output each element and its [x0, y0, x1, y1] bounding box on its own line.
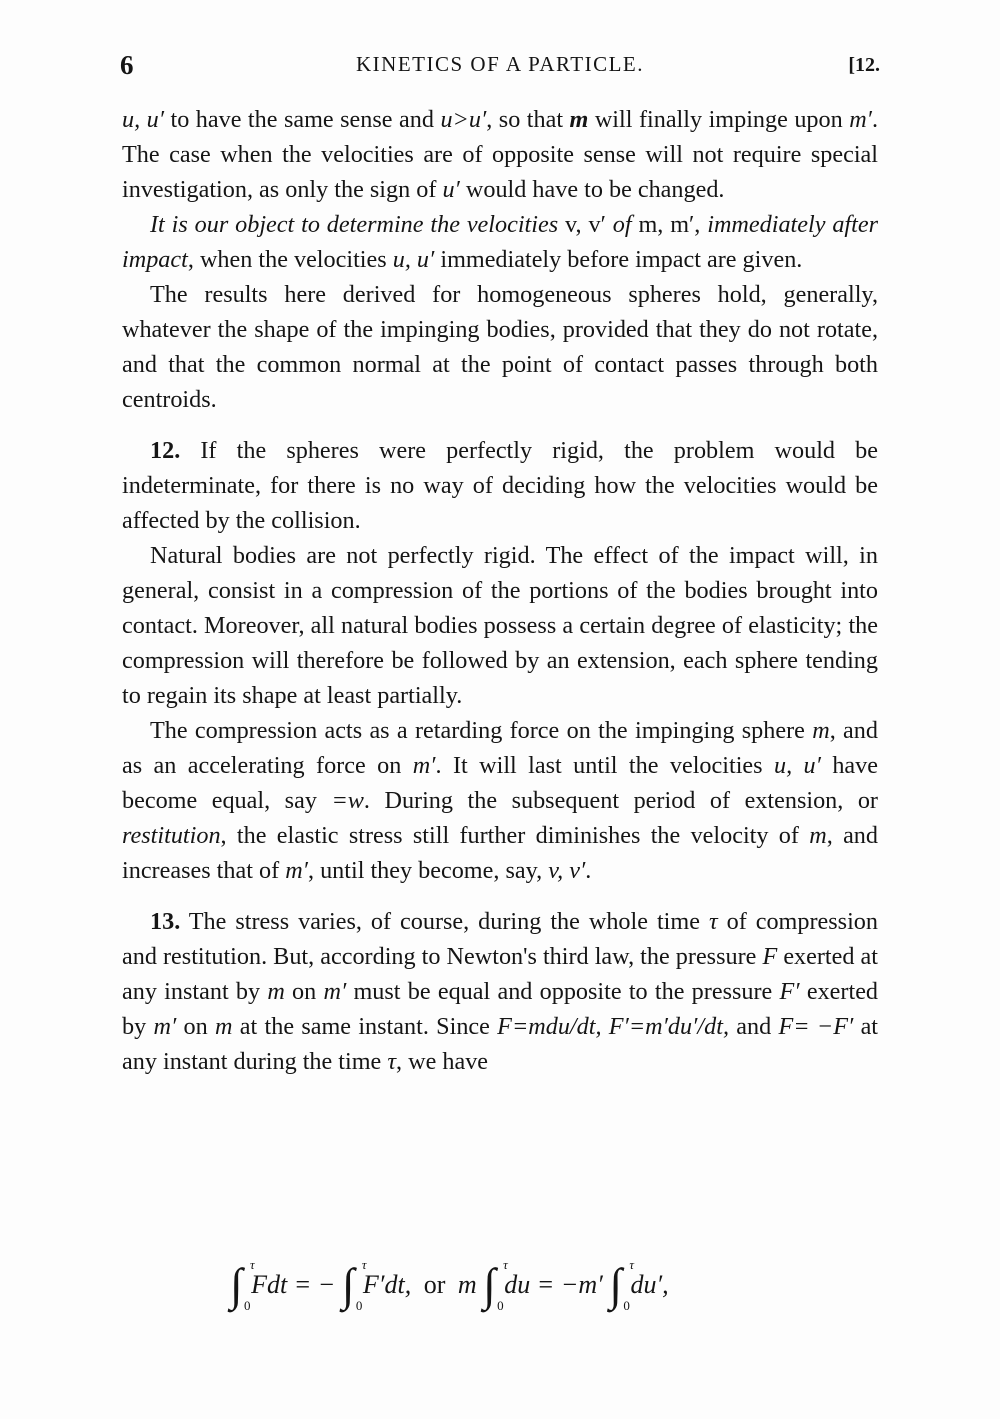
text: The stress varies, of course, during the whole time — [180, 908, 709, 935]
text: on — [176, 1013, 216, 1040]
upper-limit: τ — [361, 1257, 367, 1272]
paragraph-section-13 — [122, 904, 878, 1079]
integral-glyph: ∫ — [341, 1259, 355, 1310]
text: immediately before impact are given. — [434, 246, 803, 273]
upper-limit: τ — [629, 1257, 634, 1272]
integral-glyph: ∫ — [230, 1259, 243, 1310]
math-var: u, u′ — [392, 246, 435, 273]
paragraph-continuation — [122, 102, 878, 207]
math-expr: =w — [331, 787, 364, 814]
math-var: v, v′ — [558, 211, 613, 238]
math-expr: F=mdu/dt, F′=m′du′/dt, — [497, 1013, 729, 1040]
lower-limit: 0 — [497, 1298, 504, 1313]
page-number: 6 — [120, 50, 134, 80]
equation-term: Fdt = − — [251, 1270, 336, 1299]
section-number: 12. — [150, 437, 181, 464]
text: of compression and restitution. But, according to Newton's third law, the pressure — [122, 908, 878, 970]
math-var: m — [215, 1013, 233, 1040]
integral-symbol — [341, 1257, 367, 1313]
paragraph-natural-bodies: Natural bodies are not perfectly rigid. The effect of the impact will, in general, consist in a compression of the portions of the bodies brought into contact. Moreover, all natural bodies possess a certain degree of elasticity; the compression will therefore be followed by an extension, each sphere tending to regain its shape at least partially. — [122, 542, 878, 709]
text: , and as an accelerating force on — [122, 717, 878, 779]
math-var: m′ — [849, 106, 872, 133]
paragraph-object — [122, 207, 878, 277]
integral-glyph: ∫ — [609, 1259, 622, 1310]
lower-limit: 0 — [355, 1298, 363, 1313]
math-var: m, m′, — [631, 211, 708, 238]
text: have become equal, say — [122, 752, 878, 814]
equation-term: F′dt, — [362, 1270, 412, 1299]
emphasis: immediately after impact — [122, 211, 879, 273]
text: . — [585, 857, 592, 884]
math-var: v, v′ — [548, 857, 586, 884]
integral-symbol — [230, 1257, 255, 1313]
text: must be equal and opposite to the pressure — [346, 978, 780, 1005]
upper-limit: τ — [250, 1257, 255, 1272]
section-reference: [12. — [848, 54, 880, 76]
math-var: τ — [387, 1048, 397, 1075]
text: , until they become, say, — [307, 857, 549, 884]
math-expr: u>u′ — [440, 106, 487, 133]
text: on — [284, 978, 324, 1005]
math-var: m — [809, 822, 827, 849]
text: The compression acts as a retarding force on the impinging sphere — [150, 717, 813, 744]
math-expr: F= −F′ — [778, 1013, 854, 1040]
text: and — [729, 1013, 779, 1040]
math-var: m — [812, 717, 830, 744]
math-var: u′ — [442, 176, 460, 203]
integral-glyph: ∫ — [483, 1259, 496, 1310]
text: exerted at any instant by — [122, 943, 879, 1005]
text: , when the velocities — [187, 246, 393, 273]
integral-symbol — [609, 1257, 634, 1313]
page-body — [122, 102, 878, 1079]
lower-limit: 0 — [244, 1298, 251, 1313]
equation-connector: or — [423, 1270, 446, 1299]
paragraph-results: The results here derived for homogeneous spheres hold, generally, whatever the shape of the impinging bodies, provided that they do not rotate, and that the common normal at the point of contact passes through both centroids. — [122, 281, 878, 413]
text: . During the subsequent period of extension, or — [363, 787, 878, 814]
math-var: m′ — [285, 857, 308, 884]
text: at the same instant. Since — [232, 1013, 498, 1040]
equation-term: du = −m′ — [504, 1270, 603, 1299]
text: . It will last until the velocities — [435, 752, 774, 779]
math-var: m′ — [323, 978, 347, 1005]
math-var: τ — [708, 908, 718, 935]
equation-term: du′, — [630, 1270, 669, 1299]
emphasis: restitution — [122, 822, 221, 849]
upper-limit: τ — [503, 1257, 508, 1272]
math-var: m — [569, 106, 589, 133]
math-var: u, — [122, 106, 147, 133]
text: If the spheres were perfectly rigid, the problem would be indeterminate, for there is no way of deciding how the velocities would be affected by the collision. — [122, 437, 878, 534]
emphasis: of — [612, 211, 632, 238]
emphasis: It is our object to determine the velocities — [150, 211, 559, 238]
math-var: F′ — [779, 978, 800, 1005]
section-number: 13. — [150, 908, 181, 935]
math-var: F — [762, 943, 778, 970]
text: exerted by — [122, 978, 879, 1040]
equation-term: m — [457, 1270, 477, 1299]
text: , the elastic stress still further diminishes the velocity of — [220, 822, 810, 849]
text: , we have — [396, 1048, 489, 1075]
lower-limit: 0 — [623, 1298, 630, 1313]
text: , and increases that of — [122, 822, 878, 884]
text: . The case when the velocities are of opposite sense will not require special investigation, as only the sign of — [122, 106, 878, 203]
display-equation — [230, 1257, 790, 1332]
paragraph-section-12 — [122, 433, 878, 538]
math-var: m′ — [412, 752, 436, 779]
integral-symbol — [483, 1257, 508, 1313]
math-var: m — [267, 978, 285, 1005]
running-title: KINETICS OF A PARTICLE. — [356, 52, 644, 76]
text: will finally impinge upon — [588, 106, 850, 133]
text: to have the same sense and — [164, 106, 441, 133]
text: would have to be changed. — [459, 176, 725, 203]
page-header — [120, 50, 880, 86]
text: , so that — [486, 106, 570, 133]
paragraph-compression — [122, 713, 878, 888]
math-var: u′ — [146, 106, 165, 133]
math-var: u, u′ — [773, 752, 821, 779]
math-var: m′ — [153, 1013, 177, 1040]
text: at any instant during the time — [122, 1013, 879, 1075]
